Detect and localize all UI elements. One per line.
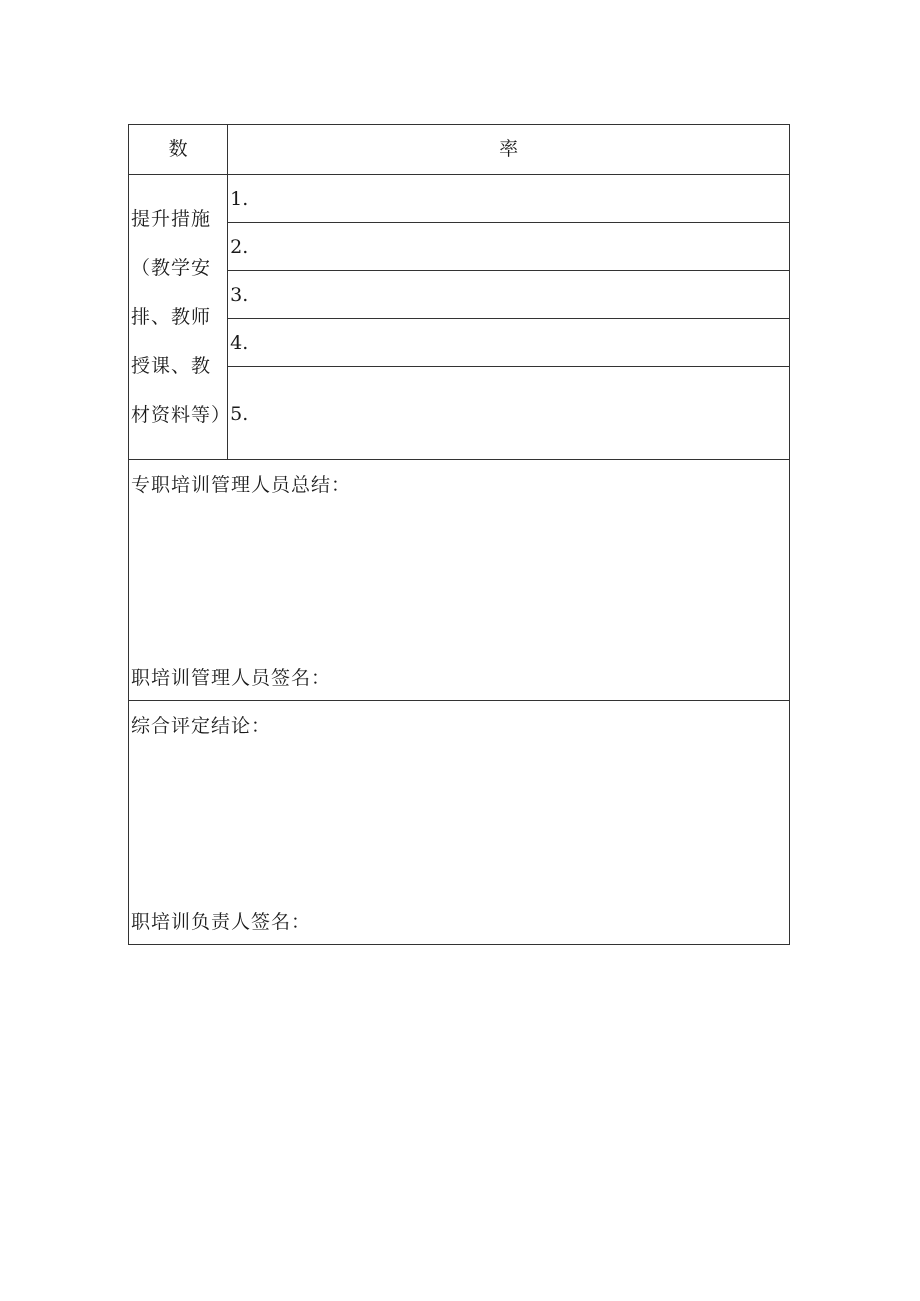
measures-label: 提升措施（教学安排、教师授课、教材资料等） (131, 208, 232, 426)
measure-item-number: 2. (230, 236, 249, 258)
conclusion-signature-label: 职培训负责人签名： (131, 911, 312, 933)
measure-row (129, 175, 790, 223)
measure-item-cell[interactable] (228, 271, 790, 319)
evaluation-form-table (128, 124, 790, 945)
conclusion-row (129, 701, 790, 945)
measure-item-number: 3. (230, 284, 249, 306)
measure-item-number: 5. (230, 403, 249, 425)
header-row (129, 125, 790, 175)
measure-row (129, 271, 790, 319)
measure-item-number: 4. (230, 332, 249, 354)
measure-item-cell[interactable] (228, 175, 790, 223)
header-left-cell: 数 (129, 125, 228, 175)
conclusion-label: 综合评定结论： (131, 715, 272, 737)
conclusion-cell[interactable] (129, 701, 790, 945)
header-right-cell: 率 (228, 125, 790, 175)
measures-label-cell (129, 175, 232, 460)
measure-item-cell[interactable] (228, 367, 790, 460)
measure-item-cell[interactable] (228, 223, 790, 271)
measure-item-number: 1. (230, 188, 249, 210)
measure-row (129, 223, 790, 271)
measure-row (129, 319, 790, 367)
summary-cell[interactable] (129, 460, 790, 701)
summary-label: 专职培训管理人员总结： (131, 474, 352, 496)
summary-row (129, 460, 790, 701)
summary-signature-label: 职培训管理人员签名： (131, 667, 332, 689)
measure-item-cell[interactable] (228, 319, 790, 367)
